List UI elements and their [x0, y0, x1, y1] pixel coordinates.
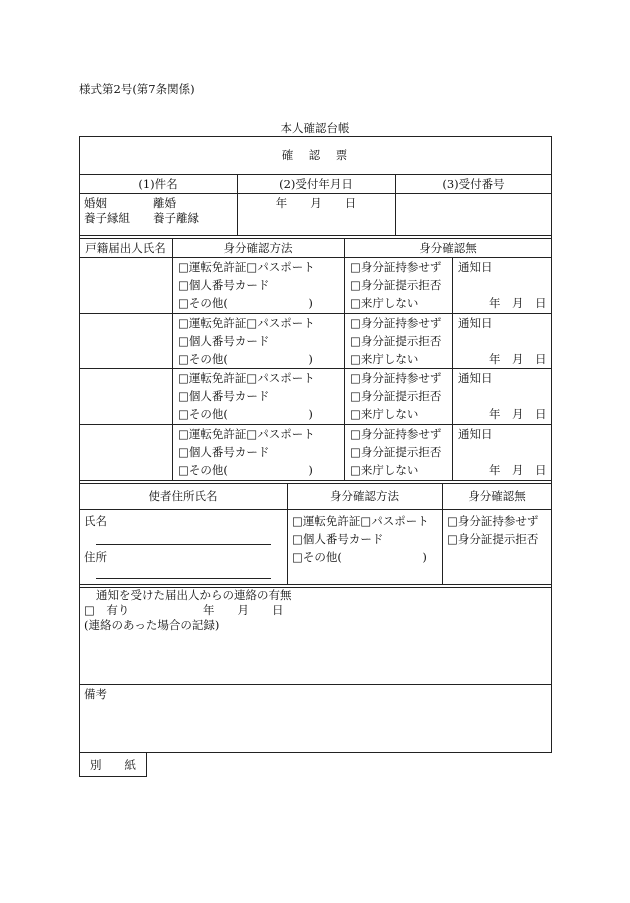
form-frame — [79, 136, 552, 753]
checkbox-id-not-brought[interactable]: □身分証持参せず — [350, 316, 442, 330]
checkbox-id-refused[interactable]: □身分証提示拒否 — [350, 334, 442, 348]
checkbox-id-not-brought[interactable]: □身分証持参せず — [350, 371, 442, 385]
case-divorce: 離婚 — [153, 196, 176, 210]
checkbox-id-not-brought[interactable]: □身分証持参せず — [350, 427, 442, 441]
ledger-title: 本人確認台帳 — [280, 121, 350, 135]
col-agent-address-name: 使者住所氏名 — [148, 489, 218, 503]
agent-checkbox-id-refused[interactable]: □身分証提示拒否 — [447, 532, 539, 546]
checkbox-my-number-card[interactable]: □個人番号カード — [178, 334, 270, 348]
contact-heading: 通知を受けた届出人からの連絡の有無 — [96, 588, 292, 602]
agent-checkbox-other[interactable]: □その他( ) — [292, 550, 427, 564]
checkbox-other[interactable]: □その他( ) — [178, 352, 313, 366]
contact-date: 年 月 日 — [203, 603, 284, 617]
col-agent-verification-method: 身分確認方法 — [330, 489, 399, 503]
agent-address-field[interactable] — [96, 578, 271, 579]
checkbox-not-visiting[interactable]: □来庁しない — [350, 463, 419, 477]
receipt-date-value: 年 月 日 — [275, 196, 357, 210]
checkbox-other[interactable]: □その他( ) — [178, 296, 313, 310]
header-receipt-number: (3)受付番号 — [442, 177, 505, 191]
checkbox-id-refused[interactable]: □身分証提示拒否 — [350, 445, 442, 459]
notice-date-value: 年 月 日 — [489, 352, 547, 366]
col-agent-no-verification: 身分確認無 — [468, 489, 526, 503]
col-verification-method: 身分確認方法 — [223, 241, 293, 255]
checkbox-my-number-card[interactable]: □個人番号カード — [178, 389, 270, 403]
checkbox-my-number-card[interactable]: □個人番号カード — [178, 278, 270, 292]
agent-name-field[interactable] — [96, 544, 271, 545]
notice-date-label: 通知日 — [458, 260, 493, 274]
checkbox-id-refused[interactable]: □身分証提示拒否 — [350, 278, 442, 292]
notice-date-value: 年 月 日 — [489, 463, 547, 477]
agent-checkbox-license-passport[interactable]: □運転免許証□パスポート — [292, 514, 429, 528]
notice-date-label: 通知日 — [458, 371, 493, 385]
checkbox-license-passport[interactable]: □運転免許証□パスポート — [178, 316, 315, 330]
checkbox-my-number-card[interactable]: □個人番号カード — [178, 445, 270, 459]
col-applicant-name: 戸籍届出人氏名 — [85, 241, 166, 255]
checkbox-license-passport[interactable]: □運転免許証□パスポート — [178, 260, 315, 274]
col-no-verification: 身分確認無 — [419, 241, 477, 255]
agent-checkbox-id-not-brought[interactable]: □身分証持参せず — [447, 514, 539, 528]
remarks-label: 備考 — [84, 687, 107, 701]
checkbox-not-visiting[interactable]: □来庁しない — [350, 296, 419, 310]
header-receipt-date: (2)受付年月日 — [279, 177, 353, 191]
checkbox-license-passport[interactable]: □運転免許証□パスポート — [178, 371, 315, 385]
form-reference: 様式第2号(第7条関係) — [79, 82, 195, 96]
checkbox-other[interactable]: □その他( ) — [178, 463, 313, 477]
checkbox-license-passport[interactable]: □運転免許証□パスポート — [178, 427, 315, 441]
notice-date-value: 年 月 日 — [489, 296, 547, 310]
checkbox-other[interactable]: □その他( ) — [178, 407, 313, 421]
header-subject: (1)件名 — [138, 177, 178, 191]
checkbox-not-visiting[interactable]: □来庁しない — [350, 352, 419, 366]
case-adoption-dissolution: 養子離縁 — [153, 211, 199, 225]
checkbox-id-refused[interactable]: □身分証提示拒否 — [350, 389, 442, 403]
case-marriage: 婚姻 — [84, 196, 107, 210]
slip-title: 確 認 票 — [281, 148, 350, 162]
checkbox-id-not-brought[interactable]: □身分証持参せず — [350, 260, 442, 274]
agent-address-label: 住所 — [84, 550, 107, 564]
attachment-label: 別 紙 — [90, 758, 136, 772]
agent-checkbox-my-number-card[interactable]: □個人番号カード — [292, 532, 384, 546]
contact-yes-checkbox[interactable]: □ 有り — [84, 603, 130, 617]
checkbox-not-visiting[interactable]: □来庁しない — [350, 407, 419, 421]
notice-date-value: 年 月 日 — [489, 407, 547, 421]
notice-date-label: 通知日 — [458, 427, 493, 441]
agent-name-label: 氏名 — [84, 514, 107, 528]
notice-date-label: 通知日 — [458, 316, 493, 330]
contact-record-note: (連絡のあった場合の記録) — [84, 618, 220, 632]
case-adoption: 養子縁組 — [84, 211, 130, 225]
